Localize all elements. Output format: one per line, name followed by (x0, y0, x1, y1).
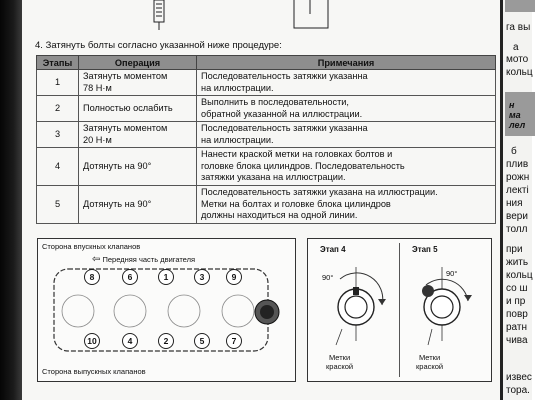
bolt-marker: 9 (226, 269, 242, 285)
operation-cell (79, 148, 197, 186)
adjacent-text-line: кольц (506, 67, 533, 78)
column-header: Этапы (37, 56, 79, 70)
table-header-row (37, 56, 496, 70)
adjacent-text-line: жить (506, 257, 529, 268)
adjacent-text-line: повр (506, 309, 528, 320)
notes-line: должны находиться на одной линии. (201, 210, 358, 221)
bolt-marker: 8 (84, 269, 100, 285)
stage5-angle: 90° (446, 269, 458, 278)
adjacent-text-line: толл (506, 224, 528, 235)
table-row (37, 148, 496, 186)
stage-cell: 4 (37, 148, 79, 186)
bolt-marker: 3 (194, 269, 210, 285)
notes-line: на иллюстрации. (201, 134, 274, 145)
notes-line: головке блока цилиндров. Последовательность (201, 160, 405, 171)
stage4-marks-label (326, 353, 353, 371)
adjacent-column-fragment (500, 0, 532, 400)
operation-line: Затянуть моментом (83, 71, 168, 81)
table-row (37, 186, 496, 224)
adjacent-box-top (505, 0, 535, 12)
adjacent-text-line: и пр (506, 296, 526, 307)
marks-word: краской (326, 362, 354, 371)
operation-line: 78 Н·м (83, 82, 112, 93)
step-number: 4. (35, 40, 43, 51)
stage5-label: Этап 5 (412, 245, 438, 254)
stage4-bolt-drawing (312, 261, 398, 351)
marks-word: Метки (418, 353, 441, 362)
previous-figure-fragment-2 (290, 0, 340, 32)
intake-side-label: Сторона впускных клапанов (42, 242, 141, 251)
stage-cell: 1 (37, 70, 79, 96)
notes-line: Метки на болтах и головке блока цилиндров (201, 198, 391, 209)
adjacent-text-line: ния (506, 198, 523, 209)
column-header: Операция (79, 56, 197, 70)
arrow-left-icon: ⇦ (92, 254, 101, 265)
notes-line: Выполнить в последовательности, (201, 97, 349, 107)
notes-cell (197, 96, 496, 122)
adjacent-text-line: ратн (506, 322, 528, 333)
operation-cell (79, 122, 197, 148)
bolt-marker: 1 (158, 269, 174, 285)
table-row (37, 70, 496, 96)
divider (399, 243, 400, 377)
notes-cell (197, 70, 496, 96)
previous-figure-fragment (140, 0, 200, 32)
notes-line: Последовательность затяжки указана на иллюстрации. (201, 187, 438, 198)
adjacent-text-line: со ш (506, 283, 528, 294)
notes-line: затяжки указана на иллюстрации. (201, 172, 346, 183)
adjacent-text-line: вери (506, 211, 528, 222)
marks-word: Метки (328, 353, 351, 362)
adjacent-box-line: ма (509, 110, 521, 120)
adjacent-text-line: кольц (506, 270, 533, 281)
adjacent-text-line: при (506, 244, 523, 255)
notes-line: Последовательность затяжки указанна (201, 71, 368, 81)
operation-cell (79, 96, 197, 122)
operation-line: Затянуть моментом (83, 123, 168, 133)
stage-cell: 5 (37, 186, 79, 224)
scan-binding-shadow (0, 0, 22, 400)
adjacent-text-line: тора. (506, 385, 530, 396)
bolt-sequence-diagram (37, 238, 296, 382)
adjacent-text-line: лекті (506, 185, 529, 196)
stage5-bolt-drawing (402, 261, 488, 351)
bolt-marker: 7 (226, 333, 242, 349)
step-text: Затянуть болты согласно указанной ниже процедуре: (45, 40, 282, 51)
operation-line: 20 Н·м (83, 134, 112, 145)
adjacent-text-line: плив (506, 159, 529, 170)
operation-line: Дотянуть на 90° (83, 160, 152, 171)
stage-cell: 2 (37, 96, 79, 122)
table-row (37, 122, 496, 148)
adjacent-text-line: извес (506, 372, 532, 383)
notes-cell (197, 186, 496, 224)
operation-cell (79, 70, 197, 96)
adjacent-text-line: га вы (506, 22, 531, 33)
table-row (37, 96, 496, 122)
step-instruction (35, 40, 282, 51)
column-header: Примечания (197, 56, 496, 70)
front-label: Передняя часть двигателя (102, 255, 196, 264)
adjacent-box-line: н (509, 100, 515, 110)
tightening-procedure-table (36, 55, 496, 224)
marks-word: краской (416, 362, 444, 371)
operation-line: Дотянуть на 90° (83, 198, 152, 209)
adjacent-text-line: рожн (506, 172, 530, 183)
notes-cell (197, 122, 496, 148)
stage4-angle: 90° (322, 273, 334, 282)
adjacent-box-line: лел (509, 120, 526, 130)
bolt-head-detail (252, 297, 282, 327)
adjacent-text-line: чива (506, 335, 528, 346)
bolt-marker: 6 (122, 269, 138, 285)
notes-line: обратной указанной на иллюстрации. (201, 108, 363, 119)
angle-tightening-diagram (307, 238, 492, 382)
bolt-marker: 4 (122, 333, 138, 349)
stage4-label: Этап 4 (320, 245, 346, 254)
bolt-marker: 5 (194, 333, 210, 349)
adjacent-text-line: а (513, 42, 519, 53)
stage5-marks-label (416, 353, 443, 371)
adjacent-text-line: б (511, 146, 517, 157)
operation-line: Полностью ослабить (83, 102, 173, 113)
notes-cell (197, 148, 496, 186)
adjacent-box-note (505, 92, 535, 136)
exhaust-side-label: Сторона выпускных клапанов (42, 367, 146, 376)
notes-line: Последовательность затяжки указанна (201, 123, 368, 133)
operation-cell (79, 186, 197, 224)
adjacent-text-line: мото (506, 54, 529, 65)
bolt-marker: 2 (158, 333, 174, 349)
notes-line: на иллюстрации. (201, 82, 274, 93)
stage-cell: 3 (37, 122, 79, 148)
notes-line: Нанести краской метки на головках болтов и (201, 149, 393, 160)
bolt-marker: 10 (84, 333, 100, 349)
